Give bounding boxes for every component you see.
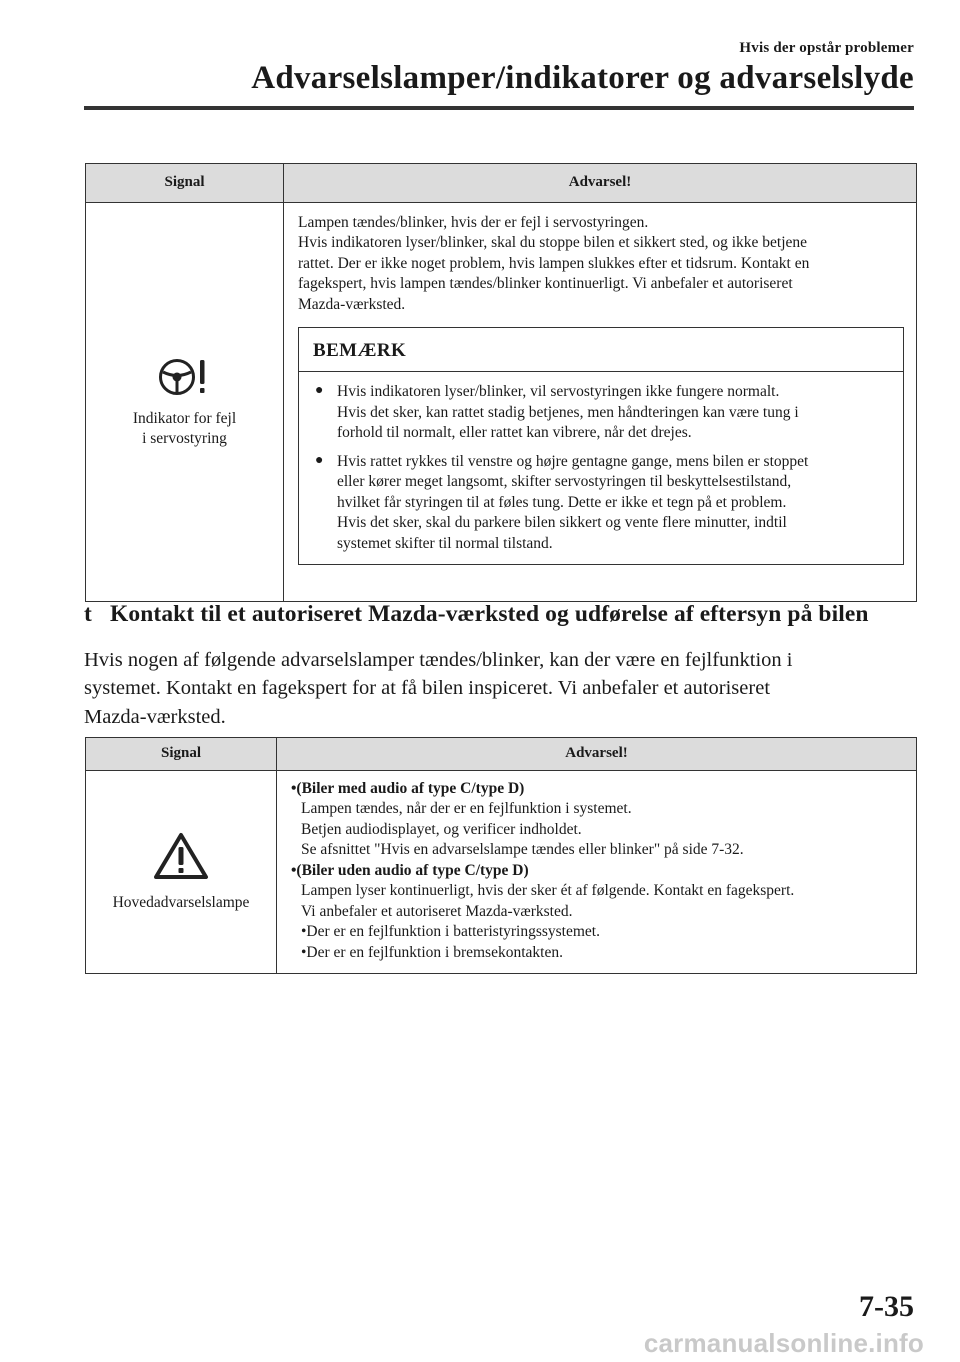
note-item [315, 452, 891, 554]
warning-description-cell [284, 203, 917, 602]
audio-condition-heading: •(Biler med audio af type C/type D) [291, 780, 525, 797]
section-heading-text: Kontakt til et autoriseret Mazda-værksted og udførelse af eftersyn på bilen [110, 601, 869, 627]
note-line: eller kører meget langsomt, skifter servostyringen til beskyttelsestilstand, [337, 473, 792, 491]
section-heading [84, 601, 869, 628]
page-title: Advarselslamper/indikatorer og advarselslyde [251, 60, 914, 96]
signal-label-line: Indikator for fejl [132, 410, 237, 428]
note-line: hvilket får styringen til at føles tung. Dette er ikke et tegn på et problem. [337, 493, 787, 511]
watermark: carmanualsonline.info [643, 1328, 924, 1358]
section-body [84, 646, 916, 731]
signal-cell [86, 771, 277, 974]
bullet-icon: ● [315, 383, 324, 399]
signal-cell [86, 203, 284, 602]
running-header-subtitle: Hvis der opstår problemer [739, 40, 914, 56]
note-line: Hvis indikatoren lyser/blinker, vil servostyringen ikke fungere normalt. [337, 383, 780, 401]
signal-label: Hovedadvarselslampe [112, 894, 250, 912]
description-line: Hvis indikatoren lyser/blinker, skal du stoppe bilen et sikkert sted, og ikke betjene [298, 234, 808, 252]
warning-triangle-icon [152, 831, 210, 881]
note-list [299, 372, 903, 564]
column-header-warning: Advarsel! [277, 738, 917, 771]
note-line: systemet skifter til normal tilstand. [337, 534, 553, 552]
header-rule [84, 106, 914, 110]
description-line: Se afsnittet "Hvis en advarselslampe tændes eller blinker" på side 7-32. [301, 841, 744, 859]
body-line: Hvis nogen af følgende advarselslamper tændes/blinker, kan der være en fejlfunktion i [84, 649, 793, 671]
note-title: BEMÆRK [299, 328, 903, 372]
description-line: Lampen tændes/blinker, hvis der er fejl i servostyringen. [298, 214, 649, 231]
note-line: Hvis det sker, kan rattet stadig betjenes, men håndteringen kan være tung i [337, 403, 799, 421]
description-line: Vi anbefaler et autoriseret Mazda-værksted. [301, 902, 573, 920]
warning-table-master-warning [85, 737, 917, 974]
note-line: Hvis rattet rykkes til venstre og højre gentagne gange, mens bilen er stoppet [337, 452, 809, 470]
audio-condition-heading: •(Biler uden audio af type C/type D) [291, 861, 529, 879]
warning-description-cell [277, 771, 917, 974]
description-line: Lampen tændes, når der er en fejlfunktion i systemet. [301, 800, 632, 818]
description-line: rattet. Der er ikke noget problem, hvis lampen slukkes efter et tidsrum. Kontakt en [298, 254, 810, 272]
note-line: forhold til normalt, eller rattet kan vibrere, når det drejes. [337, 424, 692, 442]
column-header-warning: Advarsel! [284, 164, 917, 203]
description-line: •Der er en fejlfunktion i bremsekontakten. [301, 943, 563, 961]
warning-table-power-steering [85, 163, 917, 602]
description-line: •Der er en fejlfunktion i batteristyringssystemet. [301, 923, 600, 941]
note-line: Hvis det sker, skal du parkere bilen sikkert og vente flere minutter, indtil [337, 514, 787, 532]
section-marker: t [84, 601, 92, 627]
page-number: 7-35 [859, 1290, 914, 1323]
description-line: Lampen lyser kontinuerligt, hvis der sker ét af følgende. Kontakt en fagekspert. [301, 882, 795, 900]
description-line: fagekspert, hvis lampen tændes/blinker kontinuerligt. Vi anbefaler et autoriseret [298, 275, 793, 293]
column-header-signal: Signal [86, 164, 284, 203]
note-item [315, 382, 891, 443]
signal-label-line: i servostyring [142, 430, 227, 448]
body-line: Mazda-værksted. [84, 705, 226, 728]
body-line: systemet. Kontakt en fagekspert for at få bilen inspiceret. Vi anbefaler et autoriseret [84, 677, 771, 700]
bullet-icon: ● [315, 452, 324, 468]
note-box [298, 327, 904, 565]
description-line: Betjen audiodisplayet, og verificer indholdet. [301, 820, 582, 838]
description-line: Mazda-værksted. [298, 295, 406, 313]
steering-wheel-exclamation-icon [155, 355, 215, 399]
column-header-signal: Signal [86, 738, 277, 771]
